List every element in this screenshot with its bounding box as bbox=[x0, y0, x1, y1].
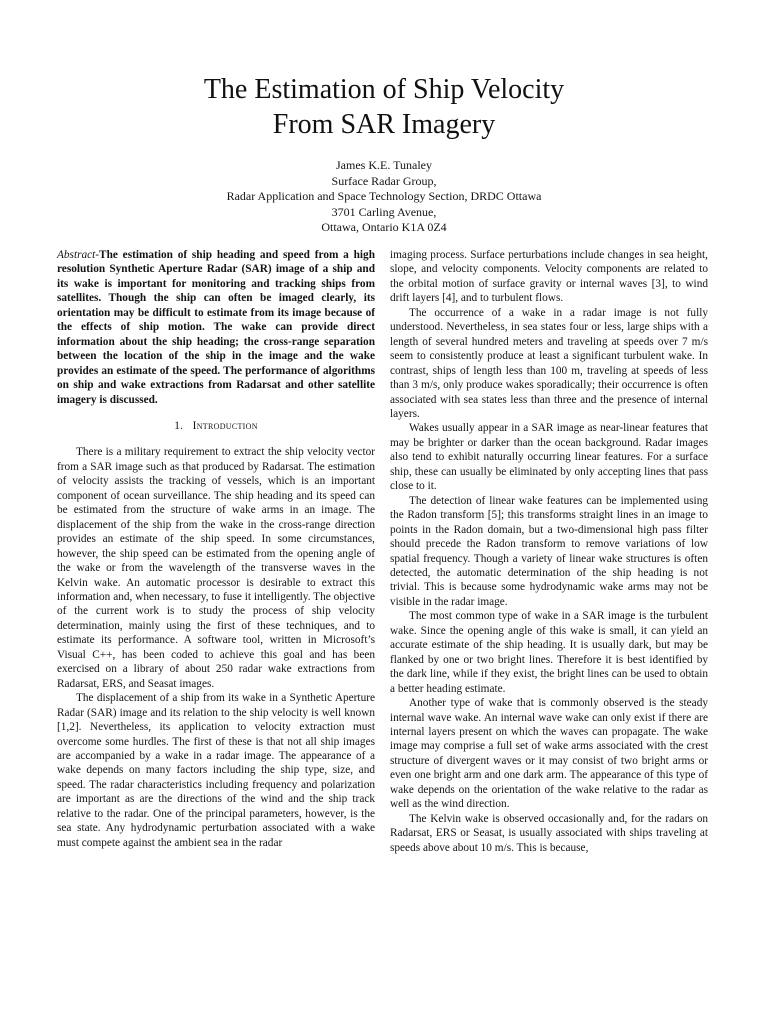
right-column bbox=[390, 248, 708, 855]
paragraph: Wakes usually appear in a SAR image as near-linear features that may be brighter or darker than the ocean background. Radar images also tend to exhibit naturally occurring linear features. For a surface ship, these can usually be eliminated by only accepting lines that pass close to it. bbox=[390, 422, 708, 493]
paragraph: The occurrence of a wake in a radar image is not fully understood. Nevertheless, in sea states four or less, large ships with a length of several hundred meters and traveling at speeds over 7 m/s seem to consistently produce at least a significant turbulent wake. In contrast, ships of length less than 100 m, traveling at speeds of less than 3 m/s, only produce wakes sporadically; their occurrence is often associated with sea states less than three and the presence of internal layers. bbox=[390, 306, 708, 420]
abstract bbox=[57, 248, 375, 407]
section-heading bbox=[57, 419, 375, 433]
author-street: 3701 Carling Avenue, bbox=[331, 204, 437, 219]
paragraph: Another type of wake that is commonly observed is the steady internal wave wake. An internal wave wake can only exist if there are internal layers present on which the waves can propagate. The wake image may comprise a full set of wake arms associated with the crest structure of divergent waves or it may consist of two bright arms or even one bright arm and one dark arm. The appearance of this type of wake depends on the orientation of the wake relative to the radar as well as the wind direction. bbox=[390, 697, 708, 811]
paragraph: The Kelvin wake is observed occasionally and, for the radars on Radarsat, ERS or Seasat, is usually associated with ships traveling at speeds above about 10 m/s. This is because, bbox=[390, 812, 708, 854]
title-line-2: From SAR Imagery bbox=[272, 109, 496, 140]
section-number: 1. bbox=[174, 419, 184, 432]
abstract-label: Abstract- bbox=[57, 249, 100, 261]
paragraph: The displacement of a ship from its wake in a Synthetic Aperture Radar (SAR) image and its relation to the ship velocity is well known [1,2]. Nevertheless, its application to velocity extraction must overcome some hurdles. The first of these is that not all ship images are accompanied by a wake in a radar image. The appearance of a wake depends on many factors including the ship type, size, and speed. The radar characteristics including frequency and polarization are important as are the directions of the wind and the ship track relative to the radar. One of the principal parameters, however, is the sea state. Any hydrodynamic perturbation associated with a wake must compete against the ambient sea in the radar bbox=[57, 692, 375, 849]
paragraph: The most common type of wake in a SAR image is the turbulent wake. Since the opening angle of this wake is small, it can yield an accurate estimate of the ship heading. It is usually dark, but may be flanked by one or two bright lines. Therefore it is best identified by the dark line, while if they exist, the bright lines can be used to obtain a better heading estimate. bbox=[390, 610, 708, 695]
paragraph: imaging process. Surface perturbations include changes in sea height, slope, and velocity components. Velocity components are related to the orbital motion of surface gravity or internal waves [3], to wind drift layers [4], and to turbulent flows. bbox=[390, 249, 708, 305]
paragraph: The detection of linear wake features can be implemented using the Radon transform [5]; this transforms straight lines in an image to points in the Radon domain, but a two-dimensional high pass filter should precede the Radon transform to remove variations of low spatial frequency. Though a variety of linear wake structures is often detected, the automatic determination of the ship heading is not trivial. This is because some hydrodynamic wake arms may not be visible in the radar image. bbox=[390, 494, 708, 608]
section-title: Introduction bbox=[192, 419, 258, 432]
left-column bbox=[57, 248, 375, 850]
paper-title bbox=[0, 72, 768, 142]
author-name: James K.E. Tunaley bbox=[336, 158, 432, 172]
abstract-text: The estimation of ship heading and speed from a high resolution Synthetic Aperture Radar (SAR) image of a ship and its wake is important for monitoring and tracking ships from satellites. Though the ship can often be imaged clearly, its orientation may be difficult to estimate from its image because of the effects of ship motion. The wake can provide direct information about the ship heading; the cross-range separation between the location of the ship in the image and the wake provides an estimate of the speed. The performance of algorithms on ship and wake extractions from Radarsat and other satellite imagery is discussed. bbox=[57, 249, 375, 406]
title-line-1: The Estimation of Ship Velocity bbox=[203, 74, 565, 105]
author-group: Surface Radar Group, bbox=[331, 173, 437, 188]
author-block bbox=[0, 158, 768, 236]
author-section: Radar Application and Space Technology Section, DRDC Ottawa bbox=[226, 189, 542, 203]
paragraph: There is a military requirement to extract the ship velocity vector from a SAR image such as that produced by Radarsat. The estimation of velocity assists the tracking of vessels, which is an important component of ocean surveillance. The ship heading and its speed can be estimated from the structure of wake arms in an image. The displacement of the ship from the wake in the cross-range direction provides an estimate of the ship speed. In some circumstances, however, the ship speed can be estimated from the opening angle of the wake or from the wavelength of the transverse waves in the Kelvin wake. An automatic processor is desirable to extract this information and, when necessary, to fuse it intelligently. The objective of the current work is to study the process of ship velocity determination, mainly using the first of these techniques, and to estimate its performance. A software tool, written in Microsoft’s Visual C++, has been coded to achieve this goal and has been exercised on a library of about 250 radar wake extractions from Radarsat, ERS, and Seasat images. bbox=[57, 446, 375, 690]
author-city: Ottawa, Ontario K1A 0Z4 bbox=[321, 220, 447, 234]
